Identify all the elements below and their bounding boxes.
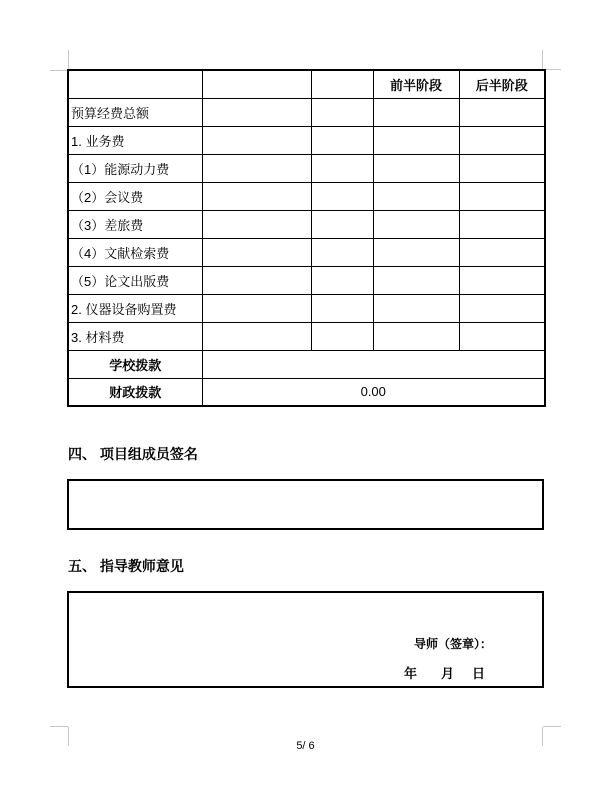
month-label: 月	[440, 666, 454, 681]
gov-fund-value-cell[interactable]: 0.00	[202, 378, 545, 406]
table-cell-empty[interactable]	[373, 322, 459, 350]
table-cell-empty[interactable]	[311, 182, 373, 210]
table-cell-empty[interactable]	[202, 154, 311, 182]
table-row	[68, 154, 545, 182]
table-cell-empty[interactable]	[373, 238, 459, 266]
table-cell-empty[interactable]	[202, 98, 311, 126]
crop-mark-top-right-v	[542, 50, 543, 70]
section-heading-members-signature: 四、 项目组成员签名	[68, 446, 198, 462]
table-cell-empty[interactable]	[459, 294, 545, 322]
budget-table	[67, 69, 546, 407]
table-row	[68, 294, 545, 322]
table-cell-empty[interactable]	[373, 126, 459, 154]
table-cell-empty[interactable]	[373, 210, 459, 238]
header-cell-first-half: 前半阶段	[373, 70, 459, 98]
table-cell-empty[interactable]	[202, 322, 311, 350]
table-cell-empty[interactable]	[311, 322, 373, 350]
table-cell-empty[interactable]	[202, 126, 311, 154]
table-row-school-fund	[68, 350, 545, 378]
school-fund-value-cell[interactable]	[202, 350, 545, 378]
table-cell-empty[interactable]	[311, 266, 373, 294]
table-cell-empty[interactable]	[311, 98, 373, 126]
table-cell-empty[interactable]	[373, 154, 459, 182]
row-label-material-fee: 3. 材料费	[68, 322, 202, 350]
row-label-gov-fund: 财政拨款	[68, 378, 202, 406]
table-cell-empty[interactable]	[459, 154, 545, 182]
page-number: 5/ 6	[296, 740, 315, 752]
year-label: 年	[403, 666, 417, 681]
table-cell-empty[interactable]	[202, 266, 311, 294]
table-cell-empty[interactable]	[202, 182, 311, 210]
table-cell-empty[interactable]	[373, 182, 459, 210]
row-label-publication-fee: （5）论文出版费	[68, 266, 202, 294]
table-cell-empty[interactable]	[202, 238, 311, 266]
table-cell-empty[interactable]	[373, 294, 459, 322]
table-cell-empty[interactable]	[459, 182, 545, 210]
table-cell-empty[interactable]	[202, 210, 311, 238]
table-row	[68, 266, 545, 294]
table-row	[68, 98, 545, 126]
members-signature-box[interactable]	[67, 479, 544, 530]
row-label-travel-fee: （3）差旅费	[68, 210, 202, 238]
table-cell-empty[interactable]	[311, 126, 373, 154]
table-row	[68, 238, 545, 266]
row-label-energy-fee: （1）能源动力费	[68, 154, 202, 182]
row-label-budget-total: 预算经费总额	[68, 98, 202, 126]
crop-mark-bottom-right-h	[543, 726, 561, 727]
table-cell-empty[interactable]	[459, 266, 545, 294]
header-cell-second-half: 后半阶段	[459, 70, 545, 98]
crop-mark-top-left-v	[68, 50, 69, 70]
header-cell-empty-1	[68, 70, 202, 98]
day-label: 日	[471, 666, 485, 681]
table-cell-empty[interactable]	[459, 210, 545, 238]
table-cell-empty[interactable]	[311, 210, 373, 238]
table-cell-empty[interactable]	[311, 238, 373, 266]
table-cell-empty[interactable]	[311, 294, 373, 322]
table-cell-empty[interactable]	[459, 322, 545, 350]
row-label-equipment-fee: 2. 仪器设备购置费	[68, 294, 202, 322]
section-heading-advisor-opinion: 五、 指导教师意见	[68, 558, 184, 574]
table-row	[68, 322, 545, 350]
advisor-signature-label: 导师（签章）：	[413, 637, 492, 651]
row-label-meeting-fee: （2）会议费	[68, 182, 202, 210]
advisor-date-line	[404, 663, 485, 682]
table-cell-empty[interactable]	[202, 294, 311, 322]
table-cell-empty[interactable]	[459, 126, 545, 154]
table-cell-empty[interactable]	[459, 98, 545, 126]
table-row	[68, 210, 545, 238]
row-label-business-fee: 1. 业务费	[68, 126, 202, 154]
table-cell-empty[interactable]	[459, 238, 545, 266]
table-cell-empty[interactable]	[373, 98, 459, 126]
advisor-opinion-box[interactable]	[67, 591, 544, 688]
table-row	[68, 182, 545, 210]
crop-mark-bottom-left-h	[50, 726, 68, 727]
header-cell-empty-3	[311, 70, 373, 98]
row-label-school-fund: 学校拨款	[68, 350, 202, 378]
row-label-literature-fee: （4）文献检索费	[68, 238, 202, 266]
table-row-gov-fund	[68, 378, 545, 406]
table-header-row	[68, 70, 545, 98]
header-cell-empty-2	[202, 70, 311, 98]
crop-mark-top-left-h	[50, 70, 68, 71]
table-row	[68, 126, 545, 154]
table-cell-empty[interactable]	[311, 154, 373, 182]
table-cell-empty[interactable]	[373, 266, 459, 294]
